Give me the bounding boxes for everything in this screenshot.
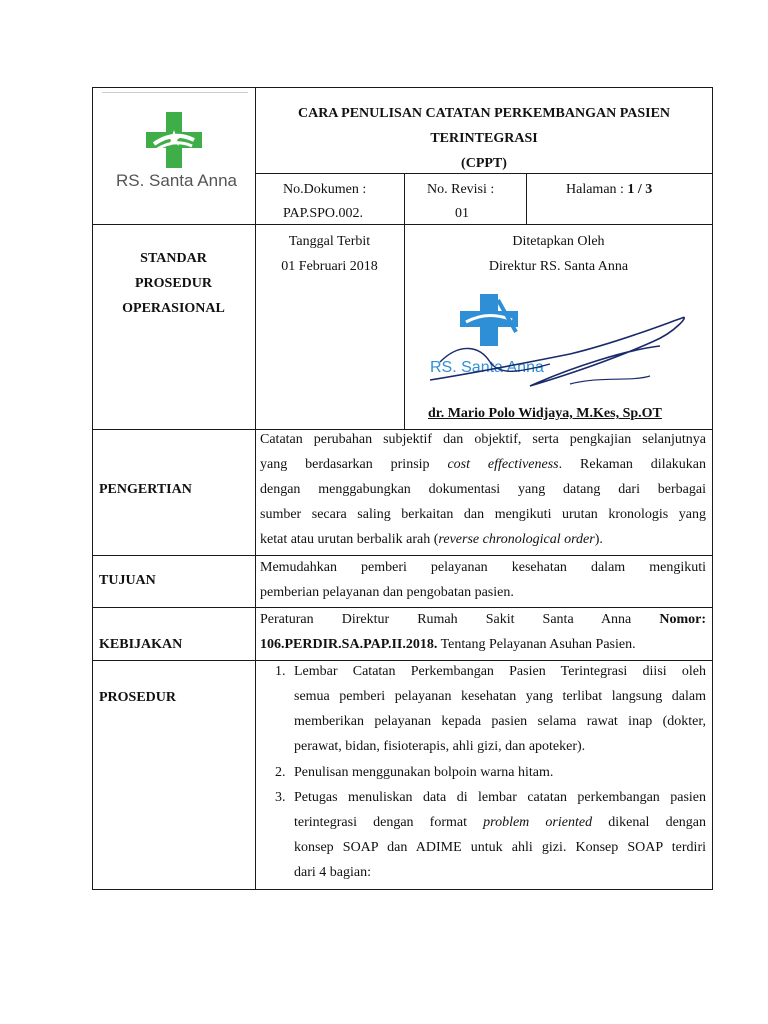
doc-number-label: No.Dokumen : [283, 182, 367, 197]
rule [255, 87, 256, 890]
pengertian-label: PENGERTIAN [99, 482, 192, 497]
spo-label-line2: PROSEDUR [134, 276, 212, 291]
spo-label-line1: STANDAR [140, 251, 207, 266]
pengertian-line1: Catatan perubahan subjektif dan objektif, serta pengkajian selanjutnya [260, 432, 706, 447]
stamp-text: RS. Santa Anna [430, 359, 544, 376]
rule [526, 173, 527, 224]
doc-title-line1: CARA PENULISAN CATATAN PERKEMBANGAN PASIEN [297, 106, 671, 121]
pengertian-line2: yang berdasarkan prinsip cost effectiveness. Rekaman dilakukan [260, 457, 707, 472]
prosedur-item3-line4: dari 4 bagian: [294, 865, 371, 880]
cross-logo-icon [144, 110, 204, 170]
tujuan-line2: pemberian pelayanan dan pengobatan pasien. [260, 585, 514, 600]
kebijakan-line2: 106.PERDIR.SA.PAP.II.2018. Tentang Pelayanan Asuhan Pasien. [260, 637, 636, 652]
signer-name: dr. Mario Polo Widjaya, M.Kes, Sp.OT [428, 406, 662, 421]
rule [404, 173, 405, 429]
revision-value: 01 [455, 206, 469, 221]
kebijakan-line1: Peraturan Direktur Rumah Sakit Santa Anna Nomor: [260, 612, 707, 627]
prosedur-item1-line4: perawat, bidan, fisioterapis, ahli gizi, dan apoteker). [294, 739, 586, 754]
issued-date-value: 01 Februari 2018 [281, 259, 378, 274]
rule [92, 224, 713, 225]
prosedur-item3-line1: Petugas menuliskan data di lembar catatan perkembangan pasien [294, 790, 706, 805]
tujuan-label: TUJUAN [99, 573, 156, 588]
doc-number-value: PAP.SPO.002. [283, 206, 364, 221]
issued-date-label: Tanggal Terbit [288, 234, 371, 249]
tujuan-line1: Memudahkan pemberi pelayanan kesehatan dalam mengikuti [260, 560, 706, 575]
prosedur-item1-number: 1. [275, 664, 286, 679]
prosedur-item1-line3: memberikan pelayanan kepada pasien selama rawat inap (dokter, [294, 714, 706, 729]
signature-icon [420, 302, 700, 402]
hospital-logo [100, 92, 250, 220]
pengertian-line3: dengan menggabungkan dokumentasi yang datang dari berbagai [260, 482, 706, 497]
doc-title-line3: (CPPT) [461, 156, 507, 171]
revision-label: No. Revisi : [427, 182, 495, 197]
pengertian-line5: ketat atau urutan berbalik arah (reverse chronological order). [260, 532, 603, 547]
set-by-label: Ditetapkan Oleh [512, 234, 605, 249]
prosedur-item2-number: 2. [275, 765, 286, 780]
prosedur-item1-line1: Lembar Catatan Perkembangan Pasien Terintegrasi diisi oleh [294, 664, 706, 679]
prosedur-item3-line3: konsep SOAP dan ADIME untuk ahli gizi. Konsep SOAP terdiri [294, 840, 706, 855]
doc-title-line2: TERINTEGRASI [430, 131, 538, 146]
prosedur-label: PROSEDUR [99, 690, 177, 705]
prosedur-item3-number: 3. [275, 790, 286, 805]
prosedur-item2-line1: Penulisan menggunakan bolpoin warna hitam. [294, 765, 554, 780]
spo-label-line3: OPERASIONAL [122, 301, 225, 316]
page-label-text: Halaman : [566, 182, 624, 197]
set-by-value: Direktur RS. Santa Anna [488, 259, 629, 274]
page-label [566, 177, 652, 202]
page-value: 1 / 3 [627, 182, 653, 197]
pengertian-line4: sumber secara saling berkaitan dan mengikuti urutan kronologis yang [260, 507, 706, 522]
prosedur-item3-line2: terintegrasi dengan format problem oriented dikenal dengan [294, 815, 706, 830]
kebijakan-label: KEBIJAKAN [99, 637, 183, 652]
prosedur-item1-line2: semua pemberi pelayanan kesehatan yang terlibat langsung dalam [294, 689, 706, 704]
hospital-name: RS. Santa Anna [116, 171, 237, 190]
